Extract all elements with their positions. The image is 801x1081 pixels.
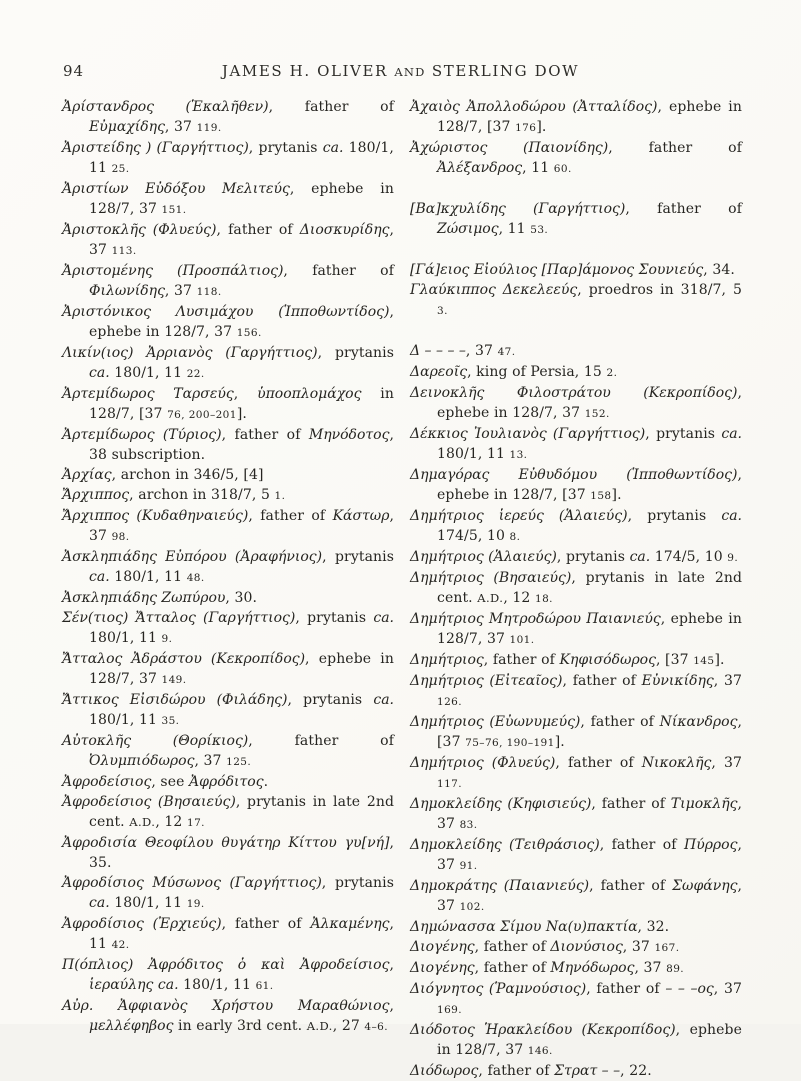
index-entry (410, 280, 742, 321)
text-run: 145 (693, 655, 715, 667)
text-run: 61. (255, 980, 274, 992)
text-run: 169. (437, 1004, 462, 1016)
text-run: Σωφάνης (672, 878, 738, 894)
text-run: 117. (437, 778, 462, 790)
text-run: , father of (248, 733, 394, 749)
index-entry (62, 955, 394, 996)
text-run: 174/5, 10 (650, 549, 728, 565)
text-run: Ἀρχίας (62, 467, 112, 483)
text-run: , ephebe in 128/7, 37 (437, 611, 742, 647)
text-run: Δημοκλείδης (Κηφισιεύς) (410, 796, 592, 812)
text-run: 125. (226, 756, 252, 768)
text-run: Δέκκιος Ἰουλιανὸς (Γαργήττιος) (410, 426, 646, 442)
text-run: 25. (111, 163, 130, 175)
text-run: Ἀφροδείσιος (Βησαιεύς) (62, 794, 236, 810)
text-run: , 12 (503, 590, 535, 606)
text-run: , king of Persia, 15 (467, 364, 607, 380)
text-run: , 12 (155, 814, 187, 830)
text-run: Διογένης (410, 939, 475, 955)
text-run: 156. (236, 327, 262, 339)
text-run: , ephebe in 128/7, 37 (437, 1022, 742, 1058)
text-run: Σέν(τιος) Ἄτταλος (Γαργήττιος) (62, 610, 296, 626)
index-entry (410, 199, 742, 240)
index-entry (62, 772, 394, 792)
text-run: , proedros in 318/7, 5 (577, 282, 742, 298)
index-entry (410, 794, 742, 835)
text-run: Π(όπλιος) Ἀφρόδιτος ὁ καὶ Ἀφροδείσιος (62, 957, 390, 973)
text-run: , prytanis (317, 345, 394, 361)
index-entry (62, 485, 394, 506)
page-header (0, 62, 801, 84)
text-run: Ἀφροδείσιος (62, 774, 152, 790)
text-run: , 11 (522, 160, 554, 176)
index-entry (410, 958, 742, 979)
index-entry (62, 873, 394, 914)
text-run: , ephebe in 128/7, 37 (437, 385, 742, 421)
text-run: Δημήτριος (Εὐωνυμεύς) (410, 714, 581, 730)
text-run: , [37 (655, 652, 694, 668)
text-run: ca. (721, 426, 742, 442)
text-run: Δημαγόρας Εὐθυδόμου (Ἱπποθωντίδος) (410, 467, 738, 483)
text-run: Δημήτριος (Βησαιεύς) (410, 570, 572, 586)
text-run: 180/1, 11 (109, 569, 187, 585)
text-run: , father of (555, 755, 642, 771)
text-run: , archon in 318/7, 5 (129, 487, 275, 503)
text-run: Ἀριστόνικος Λυσιμάχου (Ἱπποθωντίδος) (62, 304, 390, 320)
text-run: , 37 (713, 981, 742, 997)
text-run: Εὐνικίδης (641, 673, 714, 689)
running-title (0, 62, 801, 80)
text-run: Ἀρτεμίδωρος (Τύριος) (62, 427, 222, 443)
text-run: , prytanis in late 2nd cent. (437, 570, 743, 606)
text-run: 3. (437, 305, 448, 317)
index-entry (410, 341, 742, 362)
text-run: , father of (586, 981, 666, 997)
text-run: , 37 (437, 837, 742, 873)
text-run: Δημήτριος (Εἰτεαῖος) (410, 673, 563, 689)
text-run: 91. (459, 860, 478, 872)
text-run: 42. (111, 939, 130, 951)
text-run: , father of (248, 508, 333, 524)
text-run: A.D. (477, 591, 504, 605)
text-run: , ephebe in 128/7, [37 (437, 99, 742, 135)
text-run: Ἀλκαμένης (310, 916, 390, 932)
index-entry (410, 650, 742, 671)
text-run: , 32. (637, 919, 670, 935)
text-run: Ἀριστείδης ) (Γαργήττιος) (62, 140, 249, 156)
text-run: 149. (161, 674, 187, 686)
text-run: ca. (322, 140, 344, 156)
text-run: Αὐτοκλῆς (Θορίκιος) (62, 733, 249, 749)
text-run: ca. (89, 365, 110, 381)
text-run: Διογένης (410, 960, 475, 976)
text-run: ca. (373, 692, 394, 708)
text-run: , (389, 957, 394, 973)
text-run: Δημήτριος (410, 652, 484, 668)
text-run: Μηνόδωρος (550, 960, 635, 976)
text-run: 9. (161, 633, 173, 645)
index-entry (410, 917, 742, 937)
text-run: – – –ος (665, 981, 714, 997)
index-entry (410, 876, 742, 917)
index-entry (62, 425, 394, 465)
text-run: Νικοκλῆς (641, 755, 712, 771)
index-entry (410, 547, 742, 568)
text-run: Εὐμαχίδης (89, 119, 165, 135)
text-run: , father of (625, 201, 742, 217)
text-run: , father of (474, 939, 551, 955)
text-run: in 128/7, [37 (89, 386, 394, 422)
index-entry (62, 465, 394, 485)
text-run: 146. (527, 1045, 553, 1057)
text-run: Ὀλυμπιόδωρος (89, 753, 195, 769)
text-run: 8. (509, 531, 521, 543)
text-run: , father of (591, 796, 671, 812)
text-run: 167. (654, 942, 680, 954)
text-run: Κηφισόδωρος (559, 652, 656, 668)
text-run: Γλαύκιππος Δεκελεεύς (410, 282, 578, 298)
text-run: μελλέφηβος (89, 1018, 174, 1034)
text-run: ca. (721, 508, 742, 524)
text-run: , 11 (498, 221, 531, 237)
text-run: , 35. (89, 835, 394, 871)
text-run: ἱεραύλης (89, 977, 154, 993)
text-run: , father of (562, 673, 642, 689)
text-run: Ἀφροδίσιος Μύσωνος (Γαργήττιος) (62, 875, 322, 891)
page-number: 94 (63, 62, 85, 80)
text-run: Ἀσκληπιάδης Εὐπόρου (Ἀραφήνιος) (62, 549, 323, 565)
text-run: ]. (714, 652, 725, 668)
text-run: , 11 (89, 916, 394, 952)
text-run: , prytanis (287, 692, 374, 708)
left-column (62, 97, 394, 1037)
index-entry (62, 343, 394, 384)
index-entry (62, 179, 394, 220)
running-title-pre: JAMES H. OLIVER (221, 62, 395, 80)
index-entry (410, 937, 742, 958)
index-entry (410, 97, 742, 138)
index-entry (410, 138, 742, 179)
running-title-post: STERLING DOW (425, 62, 580, 80)
text-run: [Βα]κχυλίδης (Γαργήττιος) (410, 201, 626, 217)
index-entry (410, 568, 742, 609)
text-run: , father of (580, 714, 660, 730)
text-run: , [37 (437, 714, 742, 750)
text-run: Διοσκυρίδης (299, 222, 390, 238)
text-run: Δημήτριος Μητροδώρου Παιανιεύς (410, 611, 661, 627)
text-run: 48. (186, 572, 205, 584)
text-run: ca. (89, 895, 110, 911)
text-run: 180/1, 11 (89, 630, 162, 646)
running-title-and: AND (394, 65, 426, 79)
text-run: , 37 (164, 119, 197, 135)
text-run: 35. (161, 715, 180, 727)
index-entry (62, 506, 394, 547)
text-run: Τιμοκλῆς (670, 796, 738, 812)
text-run: Ἀφροδισία Θεοφίλου θυγάτηρ Κίττου γυ[νή] (62, 835, 390, 851)
text-run: 9. (727, 552, 739, 564)
index-entry (410, 465, 742, 506)
text-run: , 37 (713, 673, 743, 689)
text-run: Ἀρίστανδρος (Ἑκαλῆθεν) (62, 99, 269, 115)
text-run: Δημοκράτης (Παιανιεύς) (410, 878, 590, 894)
index-entry (62, 914, 394, 955)
text-run: 1. (274, 490, 286, 502)
text-run: , 37 (194, 753, 227, 769)
text-run: 101. (509, 634, 535, 646)
text-run: 13. (509, 449, 528, 461)
text-run: , 37 (622, 939, 655, 955)
index-entry (62, 608, 394, 649)
text-run: ]. (554, 734, 565, 750)
text-run: Ἀριστοκλῆς (Φλυεύς) (62, 222, 217, 238)
text-run: , ephebe in 128/7, 37 (89, 181, 394, 217)
text-run: , father of (221, 916, 311, 932)
text-run: Ζώσιμος (437, 221, 499, 237)
text-run: , prytanis (321, 875, 394, 891)
text-run: Δημώνασσα Σίμου Να(υ)πακτία (410, 919, 638, 935)
text-run: , 22. (620, 1063, 652, 1079)
text-run: , father of (216, 222, 300, 238)
text-run: 113. (111, 245, 137, 257)
text-run: 89. (666, 963, 685, 975)
text-run: , prytanis (322, 549, 394, 565)
index-entry (410, 753, 742, 794)
index-entry (62, 731, 394, 772)
text-run: Μηνόδοτος (308, 427, 390, 443)
text-run: , 37 (437, 878, 742, 914)
text-run: 2. (606, 367, 618, 379)
text-run: Ἀφρόδιτος (189, 774, 264, 790)
index-entry (62, 996, 394, 1037)
text-run: Αὐρ. Ἀφφιανὸς Χρήστου Μαραθώνιος (62, 998, 390, 1014)
text-run: 158 (590, 490, 612, 502)
index-entry (62, 384, 394, 425)
text-run: , 37 (89, 222, 394, 258)
text-run: ]. (536, 119, 547, 135)
index-entry (410, 260, 742, 280)
index-entry (410, 362, 742, 383)
text-run: , prytanis (556, 549, 630, 565)
index-entry (410, 506, 742, 547)
text-run: ca. (89, 569, 110, 585)
text-run: 22. (186, 368, 205, 380)
index-entry (410, 383, 742, 424)
text-run: 4–6. (364, 1021, 388, 1033)
text-run: ca. (629, 549, 651, 565)
index-entry (62, 220, 394, 261)
text-run: , 37 (164, 283, 197, 299)
text-run: , 30. (225, 590, 258, 606)
text-run: 180/1, 11 (437, 446, 510, 462)
text-run: 180/1, 11 (178, 977, 256, 993)
text-run: 60. (553, 163, 572, 175)
text-run: 17. (186, 817, 205, 829)
text-run: Στρατ – – (554, 1063, 621, 1079)
index-entry (62, 97, 394, 138)
text-run: 47. (497, 346, 516, 358)
text-run: , father of (268, 99, 394, 115)
text-run: Διόγνητος (Ῥαμνούσιος) (410, 981, 587, 997)
text-run: Δημοκλείδης (Τειθράσιος) (410, 837, 600, 853)
text-run: , 37 (437, 796, 742, 832)
text-run: Φιλωνίδης (89, 283, 165, 299)
text-run: , (233, 386, 258, 402)
text-run: 176 (515, 122, 537, 134)
text-run: 75–76, 190–191 (465, 737, 555, 749)
text-run: 76, 200–201 (167, 409, 237, 421)
text-run: , 38 subscription. (89, 427, 394, 463)
text-run: 180/1, 11 (109, 365, 187, 381)
text-run: , father of (221, 427, 309, 443)
index-entry (62, 302, 394, 343)
text-run: , 37 (89, 508, 395, 544)
index-entry (62, 690, 394, 731)
index-entry (62, 649, 394, 690)
text-run: Ἄρχιππος (Κυδαθηναιεύς) (62, 508, 249, 524)
text-run: Δεινοκλῆς Φιλοστράτου (Κεκροπίδος) (410, 385, 738, 401)
text-run: Ἀχώριστος (Παιονίδης) (410, 140, 609, 156)
text-run: , father of (483, 652, 560, 668)
text-run: Ἀριστομένης (Προσπάλτιος) (62, 263, 284, 279)
index-entry (410, 671, 742, 712)
text-run: A.D. (306, 1019, 333, 1033)
text-run: Ἀρτεμίδωρος Ταρσεύς (62, 386, 234, 402)
text-run: 151. (161, 204, 187, 216)
text-run: , ephebe in 128/7, 37 (89, 304, 394, 340)
text-run: 18. (534, 593, 553, 605)
text-run: ]. (236, 406, 247, 422)
text-run: ὑποοπλομάχος (257, 386, 362, 402)
text-run: , 34. (703, 262, 735, 278)
text-run: , prytanis in late 2nd cent. (89, 794, 395, 830)
text-run: , father of (283, 263, 394, 279)
text-run: , ephebe in 128/7, [37 (437, 467, 742, 503)
index-entry (410, 979, 742, 1020)
text-run: , prytanis (627, 508, 722, 524)
index-entry (410, 609, 742, 650)
text-run: , (389, 998, 394, 1014)
text-run: Δημήτριος ἱερεύς (Ἁλαιεύς) (410, 508, 628, 524)
text-run: Νίκανδρος (659, 714, 738, 730)
index-entry (62, 833, 394, 873)
text-run: , father of (608, 140, 742, 156)
text-run: Κάστωρ (332, 508, 390, 524)
text-run: , 37 (711, 755, 743, 771)
text-run: 180/1, 11 (89, 712, 162, 728)
index-entry (62, 138, 394, 179)
text-run: 119. (196, 122, 222, 134)
text-run: , archon in 346/5, [4] (111, 467, 264, 483)
text-run: , father of (599, 837, 684, 853)
text-run: , 37 (465, 343, 498, 359)
text-run: Ἄτταλος Ἀδράστου (Κεκροπίδος) (62, 651, 306, 667)
text-run: A.D. (129, 815, 156, 829)
text-run: Ἀριστίων Εὐδόξου Μελιτεύς (62, 181, 290, 197)
text-run: , prytanis (295, 610, 374, 626)
index-entry (410, 1061, 742, 1081)
text-run: , prytanis (645, 426, 722, 442)
text-run: , father of (589, 878, 673, 894)
text-run: 152. (584, 408, 610, 420)
text-run: 53. (530, 224, 549, 236)
text-run: , 27 (332, 1018, 365, 1034)
text-run: 180/1, 11 (109, 895, 187, 911)
index-entry (410, 424, 742, 465)
index-entry (62, 588, 394, 608)
index-entry (62, 792, 394, 833)
text-run: 174/5, 10 (437, 528, 510, 544)
right-column (410, 97, 742, 1081)
text-run: . (263, 774, 269, 790)
text-run: Πύρρος (683, 837, 738, 853)
text-run: , see (151, 774, 190, 790)
text-run: , father of (474, 960, 551, 976)
text-run: ca. (157, 977, 179, 993)
text-run: Ἀφροδίσιος (Ἐρχιεύς) (62, 916, 222, 932)
text-run: Ἄρχιππος (62, 487, 130, 503)
text-run: ]. (611, 487, 622, 503)
text-run: , father of (478, 1063, 555, 1079)
text-run: Λικίν(ιος) Ἀρριανὸς (Γαργήττιος) (62, 345, 318, 361)
index-entry (410, 835, 742, 876)
text-run: in early 3rd cent. (173, 1018, 307, 1034)
text-run: Ἀλέξανδρος (437, 160, 523, 176)
text-run: 102. (459, 901, 485, 913)
text-run: Δ – – – – (410, 343, 466, 359)
text-run: Δημήτριος (Ἁλαιεύς) (410, 549, 557, 565)
text-run: Διονύσιος (550, 939, 623, 955)
text-run: , 37 (634, 960, 667, 976)
index-entry (410, 1020, 742, 1061)
text-run: [Γά]ειος Εἰούλιος [Παρ]άμονος Σουνιεύς (410, 262, 704, 278)
text-run: Δαρεοῖς (410, 364, 468, 380)
text-run: Διόδοτος Ἡρακλείδου (Κεκροπίδος) (410, 1022, 676, 1038)
text-run: ca. (373, 610, 394, 626)
text-run: 118. (196, 286, 222, 298)
text-run: 19. (186, 898, 205, 910)
text-run: Ἀχαιὸς Ἀπολλοδώρου (Ἀτταλίδος) (410, 99, 658, 115)
text-run: 83. (459, 819, 478, 831)
text-run: , prytanis (248, 140, 323, 156)
index-entry (410, 712, 742, 753)
text-run: Ἄττικος Εἰσιδώρου (Φιλάδης) (62, 692, 288, 708)
text-run: Διόδωρος (410, 1063, 479, 1079)
index-entry (62, 261, 394, 302)
text-run: 98. (111, 531, 130, 543)
text-run: , ephebe in 128/7, 37 (89, 651, 394, 687)
text-run: Ἀσκληπιάδης Ζωπύρου (62, 590, 226, 606)
index-entry (62, 547, 394, 588)
text-run: 126. (437, 696, 462, 708)
text-run: 180/1, 11 (89, 140, 394, 176)
text-run: Δημήτριος (Φλυεύς) (410, 755, 556, 771)
